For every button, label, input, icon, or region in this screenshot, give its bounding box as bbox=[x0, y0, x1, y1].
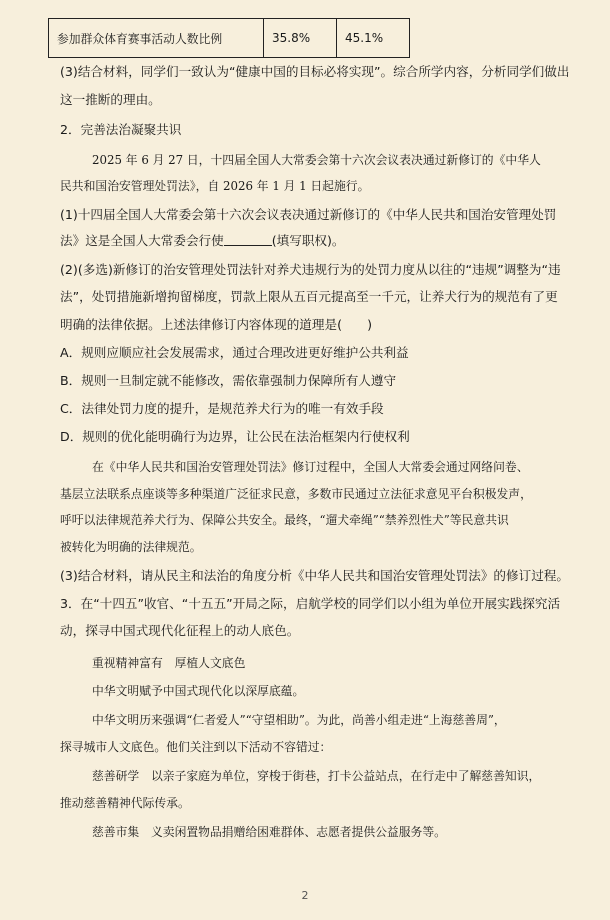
table-row bbox=[49, 19, 410, 58]
material-3-line-1: 中华文明历来强调“仁者爱人”“守望相助”。为此，尚善小组走进“上海慈善周”， bbox=[92, 713, 506, 727]
q2-2-line-1: (2)(多选)新修订的治安管理处罚法针对养犬违规行为的处罚力度从以往的“违规”调整为“违 bbox=[60, 262, 561, 277]
q2-1-suffix: (填写职权)。 bbox=[271, 233, 345, 248]
table-cell-value-1: 35.8% bbox=[264, 19, 337, 58]
section-3-line-2: 动，探寻中国式现代化征程上的动人底色。 bbox=[60, 623, 300, 638]
table-cell-value-2: 45.1% bbox=[337, 19, 410, 58]
q2-1-line-2 bbox=[60, 233, 560, 249]
material-2-line-4: 被转化为明确的法律规范。 bbox=[60, 540, 202, 554]
q2-2-line-2: 法”，处罚措施新增拘留梯度，罚款上限从五百元提高至一千元，让养犬行为的规范有了更 bbox=[60, 289, 558, 304]
material-1-line-1: 2025 年 6 月 27 日，十四届全国人大常委会第十六次会议表决通过新修订的《中华人 bbox=[92, 153, 541, 167]
option-a: A．规则应顺应社会发展需求，通过合理改进更好维护公共利益 bbox=[60, 345, 409, 360]
answer-blank[interactable] bbox=[224, 233, 272, 246]
material-2-line-1: 在《中华人民共和国治安管理处罚法》修订过程中，全国人大常委会通过网络问卷、 bbox=[92, 460, 529, 474]
page-number: 2 bbox=[301, 889, 309, 902]
q2-3-prompt: (3)结合材料，请从民主和法治的角度分析《中华人民共和国治安管理处罚法》的修订过程。 bbox=[60, 568, 569, 583]
option-b: B．规则一旦制定就不能修改，需依靠强制力保障所有人遵守 bbox=[60, 373, 397, 388]
q2-2-line-3: 明确的法律依据。上述法律修订内容体现的道理是( ) bbox=[60, 317, 373, 332]
q1-3-prompt-line-1: (3)结合材料，同学们一致认为“健康中国的目标必将实现”。综合所学内容，分析同学们做出 bbox=[60, 64, 570, 79]
section-2-heading: 2．完善法治凝聚共识 bbox=[60, 122, 182, 137]
material-1-line-2: 民共和国治安管理处罚法》，自 2026 年 1 月 1 日起施行。 bbox=[60, 179, 370, 193]
activity-2-line: 慈善市集 义卖闲置物品捐赠给困难群体、志愿者提供公益服务等。 bbox=[92, 825, 446, 839]
q2-1-line-1: (1)十四届全国人大常委会第十六次会议表决通过新修订的《中华人民共和国治安管理处罚 bbox=[60, 207, 557, 222]
subsection-heading: 重视精神富有 厚植人文底色 bbox=[92, 656, 246, 670]
option-c: C．法律处罚力度的提升，是规范养犬行为的唯一有效手段 bbox=[60, 401, 384, 416]
table-cell-label: 参加群众体育赛事活动人数比例 bbox=[49, 19, 264, 58]
q1-3-prompt-line-2: 这一推断的理由。 bbox=[60, 92, 161, 107]
activity-1-line-1: 慈善研学 以亲子家庭为单位，穿梭于街巷，打卡公益站点，在行走中了解慈善知识， bbox=[92, 769, 541, 783]
material-3-line-2: 探寻城市人文底色。他们关注到以下活动不容错过： bbox=[60, 740, 332, 754]
sports-participation-table bbox=[48, 18, 410, 58]
option-d: D．规则的优化能明确行为边界，让公民在法治框架内行使权利 bbox=[60, 429, 410, 444]
material-2-line-3: 呼吁以法律规范养犬行为、保障公共安全。最终，“遛犬牵绳”“禁养烈性犬”等民意共识 bbox=[60, 513, 509, 527]
activity-1-line-2: 推动慈善精神代际传承。 bbox=[60, 796, 190, 810]
q2-1-text: 法》这是全国人大常委会行使 bbox=[60, 233, 224, 248]
section-3-line-1: 3．在“十四五”收官、“十五五”开局之际，启航学校的同学们以小组为单位开展实践探究活 bbox=[60, 596, 561, 611]
subsection-intro: 中华文明赋予中国式现代化以深厚底蕴。 bbox=[92, 684, 305, 698]
material-2-line-2: 基层立法联系点座谈等多种渠道广泛征求民意，多数市民通过立法征求意见平台积极发声， bbox=[60, 487, 532, 501]
